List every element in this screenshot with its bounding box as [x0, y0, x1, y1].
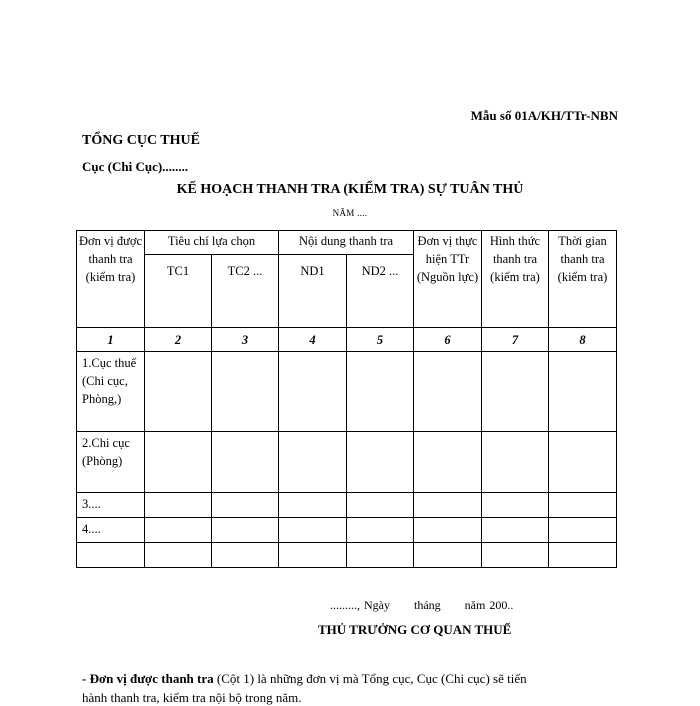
note-paragraph — [82, 671, 527, 687]
header-criteria-group: Tiêu chí lựa chọn — [145, 231, 279, 255]
inspection-plan-table — [76, 230, 617, 568]
header-criterion-1: TC1 — [145, 255, 212, 328]
plan-year: NĂM .... — [332, 208, 368, 218]
column-number: 2 — [145, 328, 212, 352]
row-label: 1.Cục thuế (Chi cục, Phòng,) — [77, 352, 145, 432]
agency-name: TỔNG CỤC THUẾ — [82, 133, 200, 148]
column-number: 1 — [77, 328, 145, 352]
table-row — [77, 518, 617, 543]
column-number: 5 — [347, 328, 414, 352]
column-number: 8 — [549, 328, 617, 352]
header-row-1 — [77, 231, 617, 255]
signer-title: THỦ TRƯỞNG CƠ QUAN THUẾ — [318, 622, 512, 637]
header-executing-unit: Đơn vị thực hiện TTr (Nguồn lực) — [414, 231, 482, 328]
table-row — [77, 432, 617, 493]
header-content-group: Nội dung thanh tra — [279, 231, 414, 255]
row-label: 3.... — [77, 493, 145, 518]
table-row — [77, 493, 617, 518]
note-label: - Đơn vị được thanh tra — [82, 671, 214, 686]
date-line: ........., Ngày tháng năm 200.. — [330, 598, 514, 612]
column-number: 3 — [212, 328, 279, 352]
column-number-row — [77, 328, 617, 352]
header-criterion-2: TC2 ... — [212, 255, 279, 328]
column-number: 7 — [482, 328, 549, 352]
header-unit: Đơn vị được thanh tra (kiểm tra) — [77, 231, 145, 328]
table-row — [77, 543, 617, 568]
header-form: Hình thức thanh tra (kiểm tra) — [482, 231, 549, 328]
table-row — [77, 352, 617, 432]
column-number: 4 — [279, 328, 347, 352]
header-content-2: ND2 ... — [347, 255, 414, 328]
form-code: Mẫu số 01A/KH/TTr-NBN — [470, 108, 618, 123]
note-continuation: hành thanh tra, kiểm tra nội bộ trong năm. — [82, 690, 302, 705]
note-text: (Cột 1) là những đơn vị mà Tổng cục, Cục (Chi cục) sẽ tiến — [213, 671, 527, 686]
column-number: 6 — [414, 328, 482, 352]
row-label: 4.... — [77, 518, 145, 543]
department-name: Cục (Chi Cục)........ — [82, 159, 189, 174]
header-content-1: ND1 — [279, 255, 347, 328]
row-label — [77, 543, 145, 568]
document-title: KẾ HOẠCH THANH TRA (KIỂM TRA) SỰ TUÂN THỦ — [176, 182, 524, 197]
row-label: 2.Chi cục (Phòng) — [77, 432, 145, 493]
header-time: Thời gian thanh tra (kiểm tra) — [549, 231, 617, 328]
